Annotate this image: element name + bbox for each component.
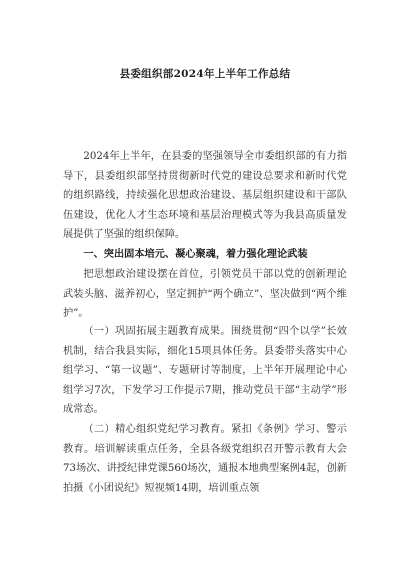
section-heading: 一、突出固本培元、凝心聚魂，着力强化理论武装 bbox=[83, 249, 308, 260]
item-one-paragraph: （一）巩固拓展主题教育成果。围绕贯彻“四个以学”长效机制，结合我县实际，细化15项具体任务。县委带头落实中心组学习、“第一议题”、专题研讨等制度，上半年开展理论中心组学习7次，下发学习工作提示7期，推动党员干部“主动学”形成常态。 bbox=[63, 326, 347, 415]
intro-paragraph: 2024年上半年，在县委的坚强领导全市委组织部的有力指导下，县委组织部坚持贯彻新时代党的建设总要求和新时代党的组织路线，持续强化思想政治建设、基层组织建设和干部队伍建设，优化人才生态环境和基层治理模式等为我县高质量发展提供了坚强的组织保障。 bbox=[63, 151, 347, 240]
document-title: 县委组织部2024年上半年工作总结 bbox=[119, 68, 291, 80]
section-intro-paragraph: 把思想政治建设摆在首位，引领党员干部以党的创新理论武装头脑、滋养初心，坚定拥护“两个确立”、坚决做到“两个维护”。 bbox=[63, 269, 347, 319]
item-two-paragraph: （二）精心组织党纪学习教育。紧扣《条例》学习、警示教育。培训解读重点任务，全县各级党组织召开警示教育大会73场次、讲授纪律党课560场次，通报本地典型案例4起，创新拍摄《小团说纪》短视频14期，培训重点领 bbox=[63, 424, 347, 494]
